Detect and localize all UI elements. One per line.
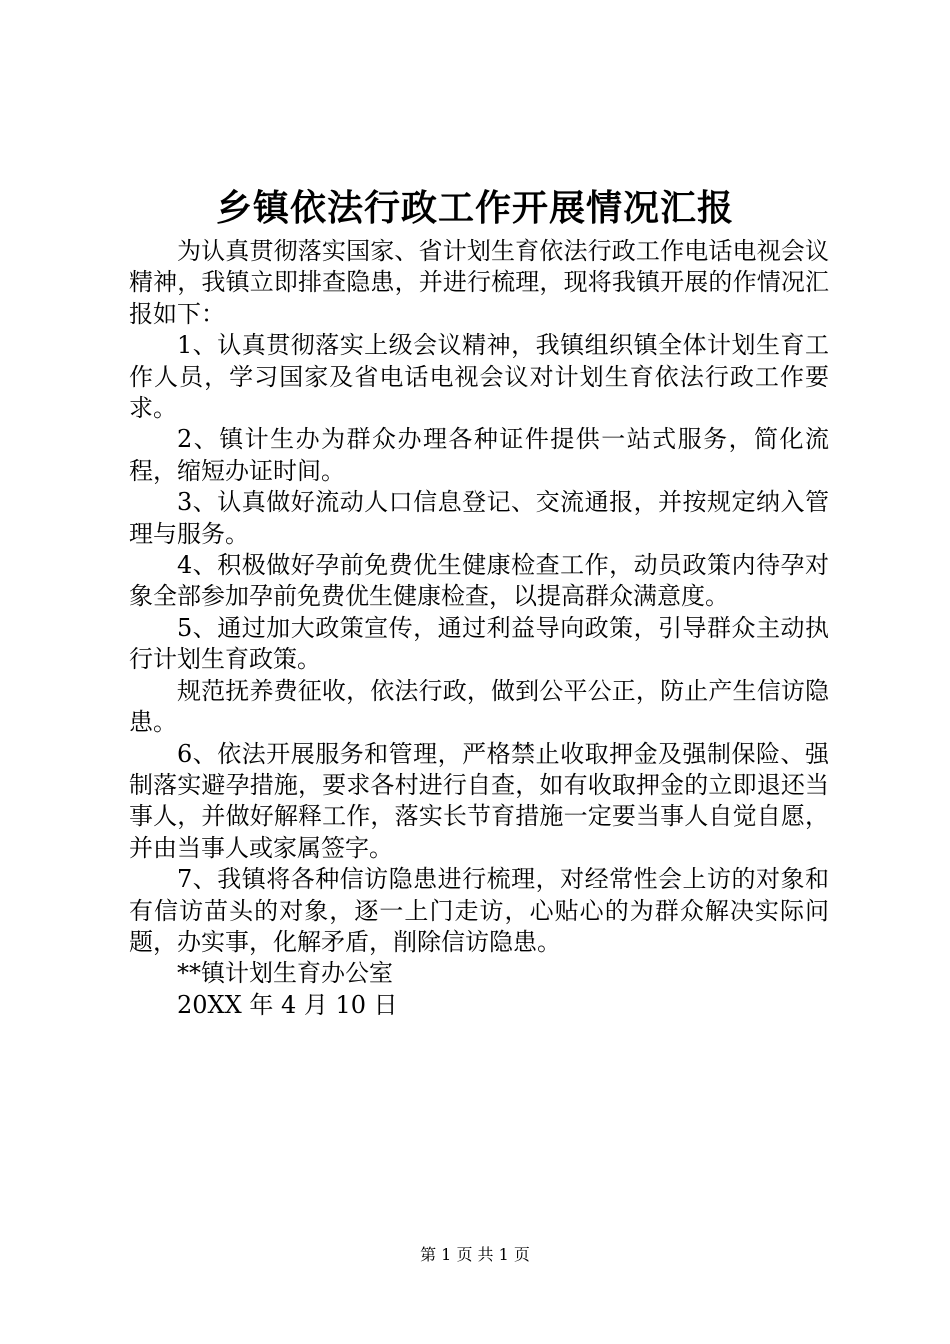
document-title: 乡镇依法行政工作开展情况汇报 <box>215 187 734 229</box>
paragraph-item-2: 2、镇计生办为群众办理各种证件提供一站式服务，简化流程，缩短办证时间。 <box>129 425 829 485</box>
paragraph-fee: 规范抚养费征收，依法行政，做到公平公正，防止产生信访隐患。 <box>129 676 829 737</box>
paragraph-item-1: 1、认真贯彻落实上级会议精神，我镇组织镇全体计划生育工作人员，学习国家及省电话电视会议对计划生育依法行政工作要求。 <box>129 331 829 423</box>
document-date: 20XX 年 4 月 10 日 <box>177 990 398 1019</box>
page-footer: 第 1 页 共 1 页 <box>420 1245 530 1264</box>
paragraph-item-7: 7、我镇将各种信访隐患进行梳理，对经常性会上访的对象和有信访苗头的对象，逐一上门走访，心贴心的为群众解决实际问题，办实事，化解矛盾，削除信访隐患。 <box>129 865 829 956</box>
document-body <box>129 236 829 1021</box>
paragraph-item-3: 3、认真做好流动人口信息登记、交流通报，并按规定纳入管理与服务。 <box>129 488 829 548</box>
paragraph-item-5: 5、通过加大政策宣传，通过利益导向政策，引导群众主动执行计划生育政策。 <box>129 613 829 674</box>
paragraph-intro: 为认真贯彻落实国家、省计划生育依法行政工作电话电视会议精神，我镇立即排查隐患，并进行梳理，现将我镇开展的作情况汇报如下： <box>129 237 829 328</box>
signature: **镇计划生育办公室 <box>177 959 393 988</box>
paragraph-item-6: 6、依法开展服务和管理，严格禁止收取押金及强制保险、强制落实避孕措施，要求各村进行自查，如有收取押金的立即退还当事人，并做好解释工作，落实长节育措施一定要当事人自觉自愿，并由当事人或家属签字。 <box>129 739 829 862</box>
paragraph-item-4: 4、积极做好孕前免费优生健康检查工作，动员政策内待孕对象全部参加孕前免费优生健康检查，以提高群众满意度。 <box>129 551 829 611</box>
